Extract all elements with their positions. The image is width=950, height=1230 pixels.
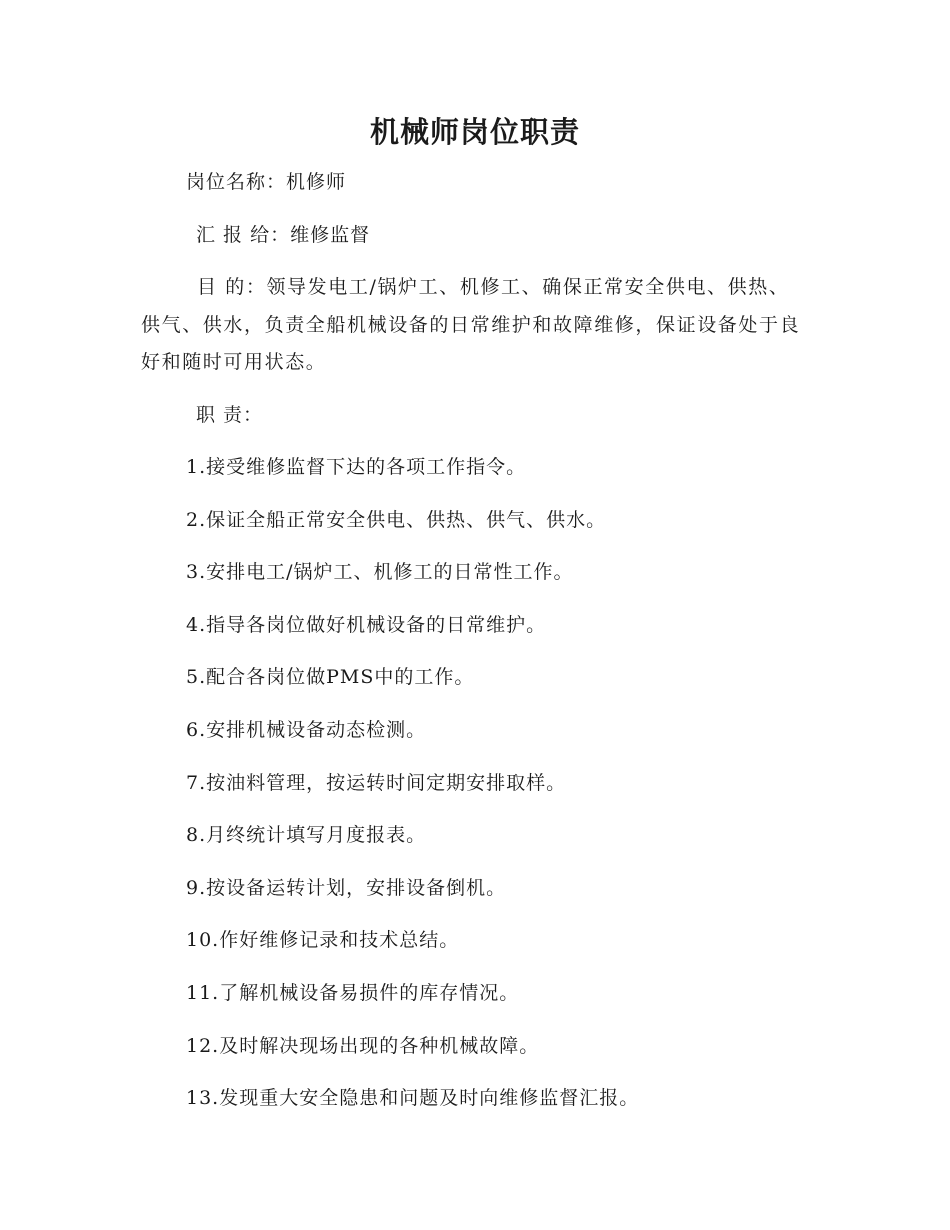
duty-item: 5.配合各岗位做PMS中的工作。 [186, 666, 475, 689]
purpose-paragraph: 目 的：领导发电工/锅炉工、机修工、确保正常安全供电、供热、供气、供水，负责全船机械设备的日常维护和故障维修，保证设备处于良好和随时可用状态。 [141, 276, 801, 373]
page-title: 机械师岗位职责 [369, 115, 580, 149]
duty-item: 11.了解机械设备易损件的库存情况。 [186, 981, 520, 1004]
duty-item: 10.作好维修记录和技术总结。 [186, 929, 460, 952]
duty-item: 13.发现重大安全隐患和问题及时向维修监督汇报。 [186, 1087, 640, 1110]
duty-item: 2.保证全船正常安全供电、供热、供气、供水。 [186, 508, 607, 531]
position-name-line: 岗位名称：机修师 [186, 171, 347, 193]
duty-item: 6.安排机械设备动态检测。 [186, 718, 427, 741]
duties-heading: 职 责： [196, 404, 264, 426]
duty-item: 9.按设备运转计划，安排设备倒机。 [186, 876, 507, 899]
duty-item: 12.及时解决现场出现的各种机械故障。 [186, 1034, 540, 1057]
duty-item: 7.按油料管理，按运转时间定期安排取样。 [186, 771, 567, 794]
duty-item: 8.月终统计填写月度报表。 [186, 824, 427, 847]
report-to-line: 汇 报 给：维修监督 [196, 224, 371, 246]
duty-item: 3.安排电工/锅炉工、机修工的日常性工作。 [186, 561, 574, 584]
duty-item: 4.指导各岗位做好机械设备的日常维护。 [186, 613, 547, 636]
duty-item: 1.接受维修监督下达的各项工作指令。 [186, 456, 527, 478]
duties-list [186, 451, 639, 1135]
